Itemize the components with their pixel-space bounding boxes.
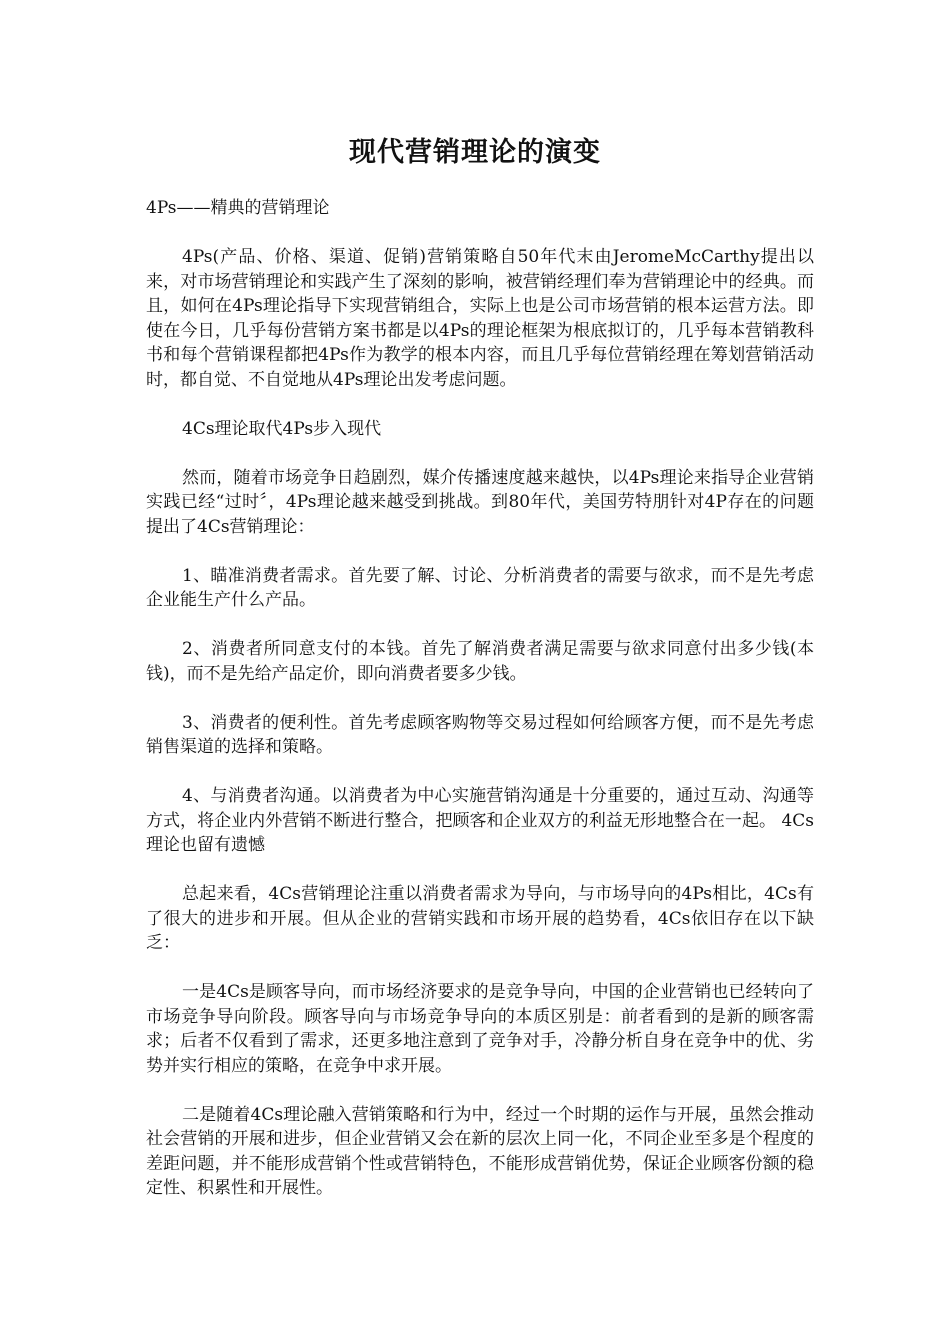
- list-item-2: 2、消费者所同意支付的本钱。首先了解消费者满足需要与欲求同意付出多少钱(本钱)，而不是先给产品定价，即向消费者要多少钱。: [146, 639, 814, 684]
- paragraph-shortcoming-1: 一是4Cs是顾客导向，而市场经济要求的是竞争导向，中国的企业营销也已经转向了市场竞争导向阶段。顾客导向与市场竞争导向的本质区别是：前者看到的是新的顾客需求；后者不仅看到了需求，还更多地注意到了竞争对手，冷静分析自身在竞争中的优、劣势并实行相应的策略，在竞争中求开展。: [146, 982, 814, 1076]
- list-item-4: 4、与消费者沟通。以消费者为中心实施营销沟通是十分重要的，通过互动、沟通等方式，将企业内外营销不断进行整合，把顾客和企业双方的利益无形地整合在一起。 4Cs理论也留有遗憾: [146, 786, 814, 855]
- paragraph-shortcoming-2: 二是随着4Cs理论融入营销策略和行为中，经过一个时期的运作与开展，虽然会推动社会营销的开展和进步，但企业营销又会在新的层次上同一化，不同企业至多是个程度的差距问题，并不能形成营销个性或营销特色，不能形成营销优势，保证企业顾客份额的稳定性、积累性和开展性。: [146, 1104, 814, 1198]
- document-body: [146, 196, 814, 1225]
- section-heading-4cs: 4Cs理论取代4Ps步入现代: [182, 418, 382, 439]
- list-item-1: 1、瞄准消费者需求。首先要了解、讨论、分析消费者的需要与欲求，而不是先考虑企业能生产什么产品。: [146, 565, 814, 610]
- list-item-3: 3、消费者的便利性。首先考虑顾客购物等交易过程如何给顾客方便，而不是先考虑销售渠道的选择和策略。: [146, 712, 814, 757]
- paragraph-4ps-intro: 4Ps(产品、价格、渠道、促销)营销策略自50年代末由JeromeMcCarthy提出以来，对市场营销理论和实践产生了深刻的影响，被营销经理们奉为营销理论中的经典。而且，如何在4Ps理论指导下实现营销组合，实际上也是公司市场营销的根本运营方法。即使在今日，几乎每份营销方案书都是以4Ps的理论框架为根底拟订的，几乎每本营销教科书和每个营销课程都把4Ps作为教学的根本内容，而且几乎每位营销经理在筹划营销活动时，都自觉、不自觉地从4Ps理论出发考虑问题。: [146, 247, 814, 390]
- paragraph-summary: 总起来看，4Cs营销理论注重以消费者需求为导向，与市场导向的4Ps相比，4Cs有了很大的进步和开展。但从企业的营销实践和市场开展的趋势看，4Cs依旧存在以下缺乏：: [146, 884, 814, 953]
- paragraph-4cs-intro: 然而，随着市场竞争日趋剧烈，媒介传播速度越来越快，以4Ps理论来指导企业营销实践已经“过时〞，4Ps理论越来越受到挑战。到80年代，美国劳特朋针对4P存在的问题提出了4Cs营销理论：: [146, 467, 814, 537]
- document-title: 现代营销理论的演变: [349, 137, 601, 168]
- section-heading-4ps: 4Ps——精典的营销理论: [146, 198, 330, 218]
